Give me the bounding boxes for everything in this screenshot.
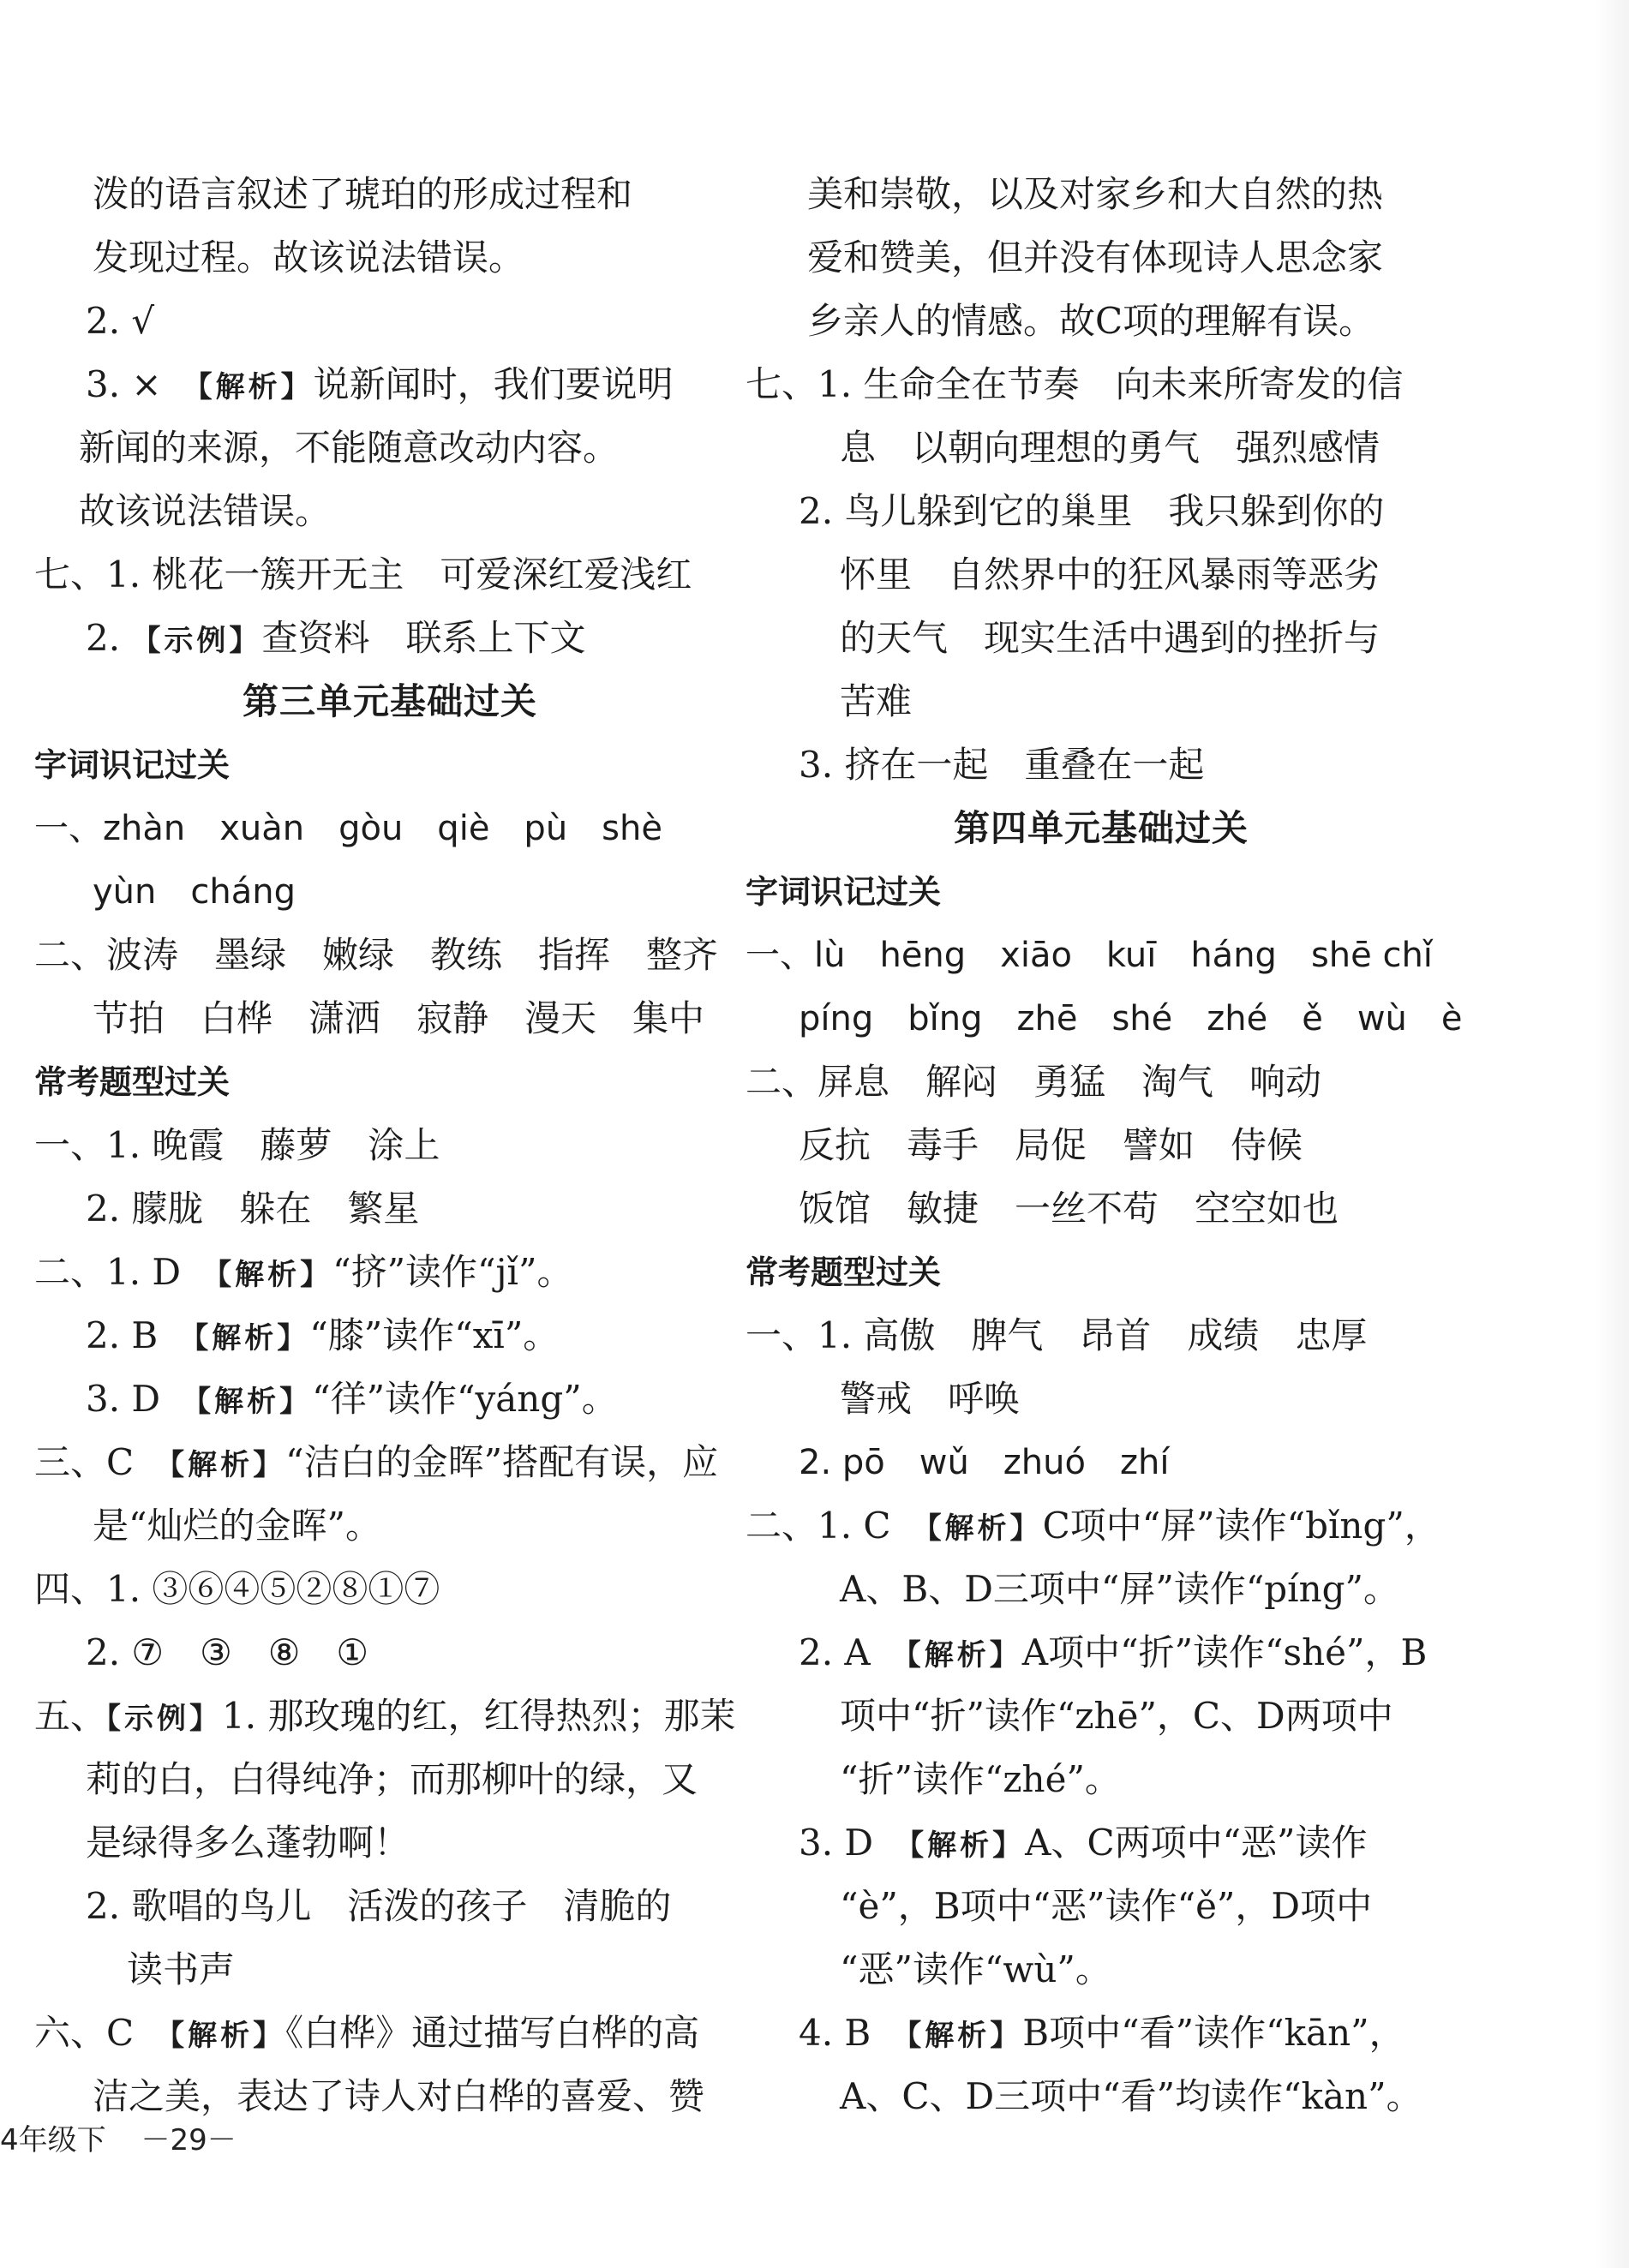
analysis-tag: 【解析】 <box>217 1258 333 1292</box>
answer-text: 查资料 联系上下文 <box>261 617 586 659</box>
answer-item: 2. √ <box>86 300 155 342</box>
text-line: 爱和赞美，但并没有体现诗人思念家 <box>807 236 1384 278</box>
answer-item: 七、1. 桃花一簇开无主 可爱深红爱浅红 <box>34 554 692 595</box>
answer-label: 3. D <box>799 1822 910 1864</box>
answer-item <box>34 1241 746 1304</box>
text-line: 美和崇敬，以及对家乡和大自然的热 <box>807 173 1384 215</box>
section-title: 常考题型过关 <box>746 1254 942 1291</box>
answer-item <box>746 1494 1457 1558</box>
text-line: 息 以朝向理想的勇气 强烈感情 <box>840 427 1380 469</box>
answer-label: 三、C <box>34 1441 171 1483</box>
answer-item: 一、1. 高傲 脾气 昂首 成绩 忠厚 <box>746 1314 1368 1356</box>
text-line: “恶”读作“wù”。 <box>840 1948 1111 1990</box>
pinyin-line: píng bǐng zhē shé zhé ě wù è <box>799 999 1463 1038</box>
page-edge-shadow <box>1595 0 1629 2268</box>
answer-item <box>34 2002 746 2065</box>
text-line: 是绿得多么蓬勃啊！ <box>86 1822 410 1864</box>
answer-item: 2. ⑦ ③ ⑧ ① <box>86 1631 369 1673</box>
answer-item <box>34 607 746 670</box>
section-title: 字词识记过关 <box>34 746 231 784</box>
page-number: －29－ <box>141 2123 237 2157</box>
answer-label: 3. D <box>86 1378 197 1420</box>
text-line: 节拍 白桦 潇洒 寂静 漫天 集中 <box>93 997 705 1039</box>
text-line: A、C、D三项中“看”均读作“kàn”。 <box>840 2075 1422 2117</box>
analysis-text: “徉”读作“yáng”。 <box>312 1378 618 1420</box>
analysis-text: 《白桦》通过描写白桦的高 <box>285 2012 700 2054</box>
text-line: “è”，B项中“恶”读作“ě”，D项中 <box>840 1885 1373 1927</box>
analysis-tag: 【解析】 <box>926 1511 1043 1546</box>
answer-label: 五、 <box>34 1695 107 1737</box>
answer-item: 2. pō wǔ zhuó zhí <box>799 1443 1170 1482</box>
analysis-text: “膝”读作“xī”。 <box>309 1314 560 1356</box>
analysis-tag: 【解析】 <box>906 1638 1022 1673</box>
text-line: 发现过程。故该说法错误。 <box>93 236 525 278</box>
section-title: 字词识记过关 <box>746 873 942 911</box>
text-line: 项中“折”读作“zhē”，C、D两项中 <box>840 1695 1393 1737</box>
unit-title: 第四单元基础过关 <box>953 807 1249 849</box>
left-column <box>34 163 746 2128</box>
text-line: 是“灿烂的金晖”。 <box>93 1505 381 1547</box>
answer-item: 2. 歌唱的鸟儿 活泼的孩子 清脆的 <box>86 1885 672 1927</box>
example-tag: 【示例】 <box>131 624 262 658</box>
text-line: 故该说法错误。 <box>79 490 332 532</box>
answer-item: 2. 鸟儿躲到它的巢里 我只躲到你的 <box>799 490 1385 532</box>
answer-label: 二、1. D <box>34 1251 218 1293</box>
analysis-text: C项中“屏”读作“bǐng”， <box>1042 1505 1440 1547</box>
text-line: 饭馆 敏捷 一丝不苟 空空如也 <box>799 1188 1339 1230</box>
text-line: 读书声 <box>127 1948 236 1990</box>
analysis-text: 说新闻时，我们要说明 <box>313 363 674 405</box>
text-line: A、B、D三项中“屏”读作“píng”。 <box>840 1568 1400 1610</box>
page-footer <box>0 2116 262 2158</box>
analysis-tag: 【解析】 <box>907 2019 1023 2053</box>
answer-item: 3. 挤在一起 重叠在一起 <box>799 744 1205 786</box>
text-line: “折”读作“zhé”。 <box>840 1758 1121 1800</box>
answer-item: 2. 朦胧 躲在 繁星 <box>86 1188 420 1230</box>
text-line: 苦难 <box>840 680 913 722</box>
answer-label: 2. B <box>86 1314 195 1356</box>
answer-item <box>34 1304 746 1367</box>
answer-label: 六、C <box>34 2012 171 2054</box>
text-line: 洁之美，表达了诗人对白桦的喜爱、赞 <box>93 2075 705 2117</box>
analysis-text: “洁白的金晖”搭配有误，应 <box>285 1441 719 1483</box>
analysis-tag: 【解析】 <box>194 1321 310 1355</box>
text-line: 泼的语言叙述了琥珀的形成过程和 <box>93 173 633 215</box>
answer-label: 4. B <box>799 2012 907 2054</box>
answer-item <box>34 1685 746 1748</box>
right-column <box>746 163 1463 2128</box>
analysis-tag: 【解析】 <box>909 1828 1026 1863</box>
text-line: 莉的白，白得纯净；而那柳叶的绿，又 <box>86 1758 698 1800</box>
pinyin-line: 一、lù hēng xiāo kuī háng shē chǐ <box>746 936 1433 975</box>
example-tag: 【示例】 <box>106 1702 223 1736</box>
analysis-tag: 【解析】 <box>197 370 314 404</box>
pinyin-line: 一、zhàn xuàn gòu qiè pù shè <box>34 809 662 848</box>
text-line: 怀里 自然界中的狂风暴雨等恶劣 <box>840 554 1380 595</box>
text-line: 警戒 呼唤 <box>840 1378 1021 1420</box>
unit-title: 第三单元基础过关 <box>242 680 537 722</box>
analysis-text: B项中“看”读作“kān”， <box>1022 2012 1405 2054</box>
answer-item: 一、1. 晚霞 藤萝 涂上 <box>34 1124 440 1166</box>
analysis-text: “挤”读作“jǐ”。 <box>332 1251 573 1293</box>
answer-item <box>746 1811 1457 1875</box>
text-line: 乡亲人的情感。故C项的理解有误。 <box>807 300 1375 342</box>
analysis-text: A项中“折”读作“shé”，B <box>1021 1631 1428 1673</box>
analysis-tag: 【解析】 <box>170 2019 286 2053</box>
answer-item <box>34 1431 746 1494</box>
answer-item: 七、1. 生命全在节奏 向未来所寄发的信 <box>746 363 1404 405</box>
text-line: 反抗 毒手 局促 譬如 侍候 <box>799 1124 1303 1166</box>
answer-item <box>34 1367 746 1431</box>
pinyin-line: yùn cháng <box>93 872 296 912</box>
answer-label: 二、1. C <box>746 1505 927 1547</box>
text-line: 新闻的来源，不能随意改动内容。 <box>79 427 620 469</box>
grade-label: 4年级下 <box>0 2123 106 2157</box>
answer-label: 3. × <box>86 363 198 405</box>
answer-label: 2. A <box>799 1631 907 1673</box>
answer-item <box>746 1621 1457 1685</box>
answer-item <box>34 353 746 416</box>
answer-item: 二、屏息 解闷 勇猛 淘气 响动 <box>746 1061 1322 1103</box>
answer-text: 1. 那玫瑰的红，红得热烈；那茉 <box>222 1695 736 1737</box>
analysis-tag: 【解析】 <box>170 1448 286 1482</box>
analysis-tag: 【解析】 <box>196 1385 313 1419</box>
answer-label: 2. <box>86 617 132 659</box>
answer-item <box>746 2002 1457 2065</box>
text-line: 的天气 现实生活中遇到的挫折与 <box>840 617 1380 659</box>
analysis-text: A、C两项中“恶”读作 <box>1025 1822 1368 1864</box>
answer-item: 二、波涛 墨绿 嫩绿 教练 指挥 整齐 <box>34 934 719 976</box>
answer-item: 四、1. ③⑥④⑤②⑧①⑦ <box>34 1568 440 1610</box>
section-title: 常考题型过关 <box>34 1063 231 1101</box>
